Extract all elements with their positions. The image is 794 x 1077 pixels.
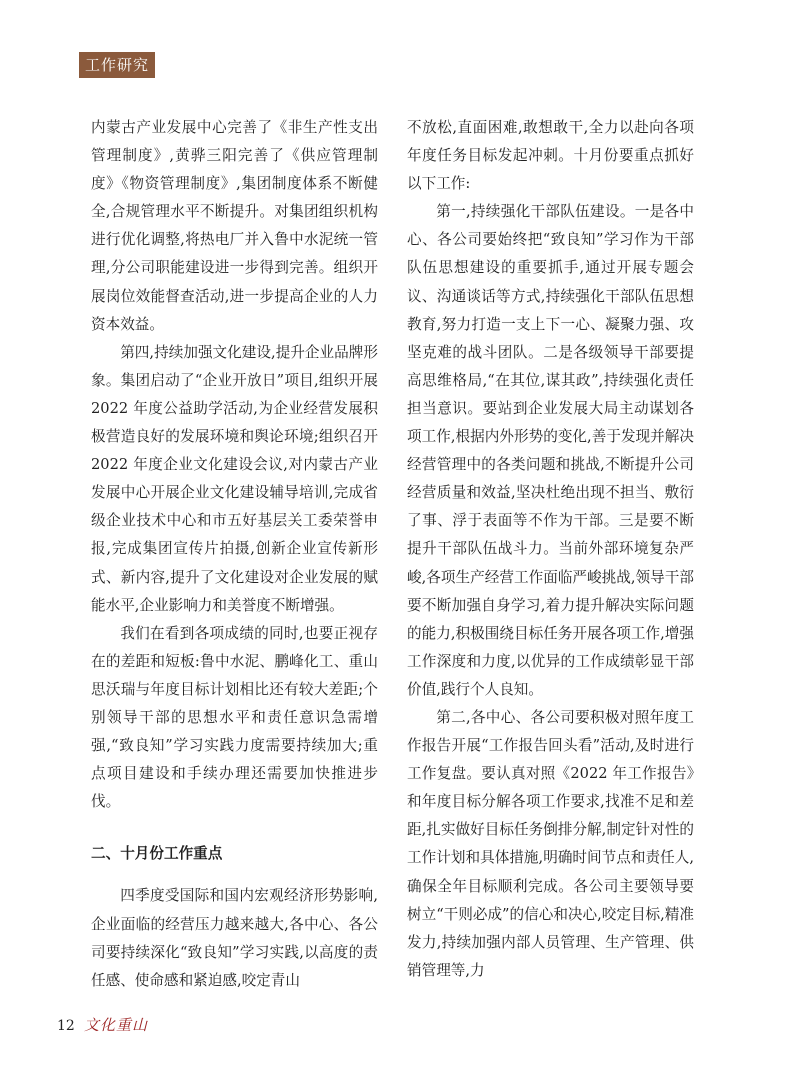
left-column: [91, 114, 378, 995]
paragraph: 第一,持续强化干部队伍建设。一是各中心、各公司要始终把“致良知”学习作为干部队伍思想建设的重要抓手,通过开展专题会议、沟通谈话等方式,持续强化干部队伍思想教育,努力打造一支上下一心、凝聚力强、攻坚克难的战斗团队。二是各级领导干部要提高思维格局,“在其位,谋其政”,持续强化责任担当意识。要站到企业发展大局主动谋划各项工作,根据内外形势的变化,善于发现并解决经营管理中的各类问题和挑战,不断提升公司经营质量和效益,坚决杜绝出现不担当、敷衍了事、浮于表面等不作为干部。三是要不断提升干部队伍战斗力。当前外部环境复杂严峻,各项生产经营工作面临严峻挑战,领导干部要不断加强自身学习,着力提升解决实际问题的能力,积极围绕目标任务开展各项工作,增强工作深度和力度,以优异的工作成绩彰显干部价值,践行个人良知。: [407, 203, 694, 698]
section-tag: 工作研究: [79, 52, 155, 78]
right-column: [407, 114, 694, 985]
paragraph: 内蒙古产业发展中心完善了《非生产性支出管理制度》,黄骅三阳完善了《供应管理制度》《物资管理制度》,集团制度体系不断健全,合规管理水平不断提升。对集团组织机构进行优化调整,将热电厂并入鲁中水泥统一管理,分公司职能建设进一步得到完善。组织开展岗位效能督查活动,进一步提高企业的人力资本效益。: [91, 119, 378, 333]
paragraph: 四季度受国际和国内宏观经济形势影响,企业面临的经营压力越来越大,各中心、各公司要持续深化“致良知”学习实践,以高度的责任感、使命感和紧迫感,咬定青山: [91, 887, 378, 989]
page-number: 12: [57, 1018, 75, 1034]
section-heading: 二、十月份工作重点: [91, 845, 223, 863]
paragraph: 我们在看到各项成绩的同时,也要正视存在的差距和短板:鲁中水泥、鹏峰化工、重山思沃瑞与年度目标计划相比还有较大差距;个别领导干部的思想水平和责任意识急需增强,“致良知”学习实践力度需要持续加大;重点项目建设和手续办理还需要加快推进步伐。: [91, 624, 378, 811]
paragraph: 第二,各中心、各公司要积极对照年度工作报告开展“工作报告回头看”活动,及时进行工作复盘。要认真对照《2022 年工作报告》和年度目标分解各项工作要求,找准不足和差距,扎实做好目标任务倒排分解,制定针对性的工作计划和具体措施,明确时间节点和责任人,确保全年目标顺利完成。各公司主要领导要树立“干则必成”的信心和决心,咬定目标,精准发力,持续加强内部人员管理、生产管理、供销管理等,力: [407, 708, 694, 979]
publication-logo: 文化重山: [84, 1016, 149, 1034]
paragraph: 不放松,直面困难,敢想敢干,全力以赴向各项年度任务目标发起冲刺。十月份要重点抓好以下工作:: [407, 119, 694, 193]
paragraph: 第四,持续加强文化建设,提升企业品牌形象。集团启动了“企业开放日”项目,组织开展 2022 年度公益助学活动,为企业经营发展积极营造良好的发展环境和舆论环境;组织召开 2022 年度企业文化建设会议,对内蒙古产业发展中心开展企业文化建设辅导培训,完成省级企业技术中心和市五好基层关工委荣誉申报,完成集团宣传片拍摄,创新企业宣传新形式、新内容,提升了文化建设对企业发展的赋能水平,企业影响力和美誉度不断增强。: [91, 343, 378, 614]
